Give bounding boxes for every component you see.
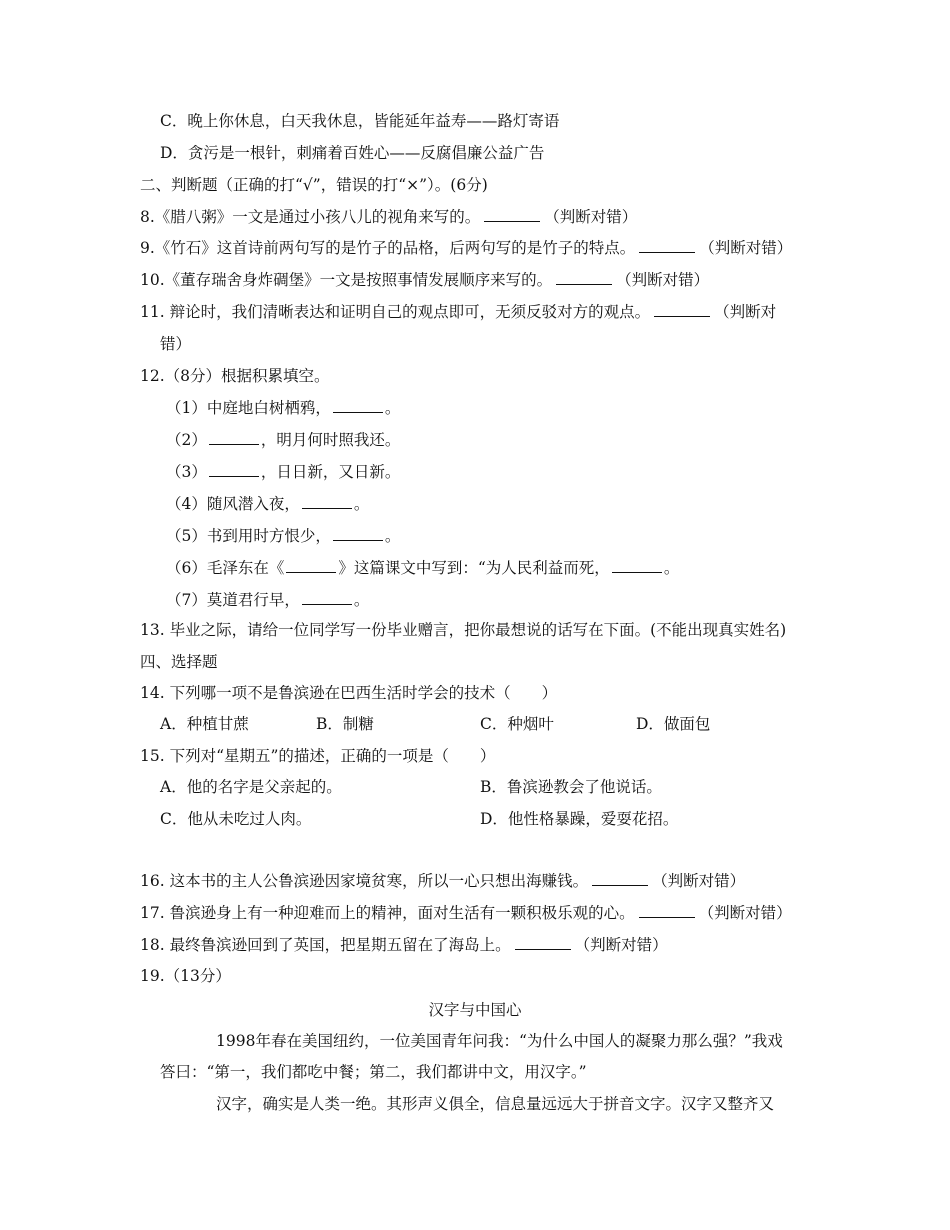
answer-blank[interactable] xyxy=(612,558,662,573)
q14-option-c[interactable]: C．种烟叶 xyxy=(480,715,554,733)
q11-text: 11. 辩论时，我们清晰表达和证明自己的观点即可，无须反驳对方的观点。 xyxy=(140,303,651,321)
q7-option-d: D．贪污是一根针，刺痛着百姓心——反腐倡廉公益广告 xyxy=(160,144,545,162)
question-12-stem: 12.（8分）根据积累填空。 xyxy=(140,367,330,385)
passage-title: 汉字与中国心 xyxy=(428,1001,522,1019)
q14-option-b[interactable]: B．制糖 xyxy=(316,715,374,733)
answer-blank[interactable] xyxy=(654,302,710,317)
judge-suffix: （判断对错） xyxy=(699,239,793,257)
answer-blank[interactable] xyxy=(592,871,648,886)
q15-option-d[interactable]: D．他性格暴躁，爱耍花招。 xyxy=(480,810,679,828)
question-16: 16. 这本书的主人公鲁滨逊因家境贫寒，所以一心只想出海赚钱。 （判断对错） xyxy=(140,872,746,890)
judge-suffix: （判断对错） xyxy=(616,271,710,289)
q12-item-1: （1）中庭地白树栖鸦， 。 xyxy=(166,399,401,417)
q12-item-4: （4）随风潜入夜， 。 xyxy=(166,495,370,513)
answer-blank[interactable] xyxy=(639,238,695,253)
question-10 xyxy=(140,270,709,290)
answer-blank[interactable] xyxy=(515,935,571,950)
q12-item-5: （5）书到用时方恨少， 。 xyxy=(166,527,401,545)
q7-option-c: C．晚上你休息，白天我休息，皆能延年益寿——路灯寄语 xyxy=(160,112,560,130)
answer-blank[interactable] xyxy=(639,903,695,918)
question-17: 17. 鲁滨逊身上有一种迎难而上的精神，面对生活有一颗积极乐观的心。 （判断对错） xyxy=(140,904,792,922)
q12-item-7: （7）莫道君行早， 。 xyxy=(166,591,370,609)
section4-heading: 四、选择题 xyxy=(140,653,218,671)
section2-heading: 二、判断题（正确的打“√”，错误的打“×”）。(6分) xyxy=(140,176,488,194)
question-18: 18. 最终鲁滨逊回到了英国，把星期五留在了海岛上。 （判断对错） xyxy=(140,936,668,954)
question-14-stem: 14. 下列哪一项不是鲁滨逊在巴西生活时学会的技术（ ） xyxy=(140,684,558,702)
answer-blank[interactable] xyxy=(209,430,259,445)
q15-option-c[interactable]: C．他从未吃过人肉。 xyxy=(160,810,312,828)
q8-text: 8.《腊八粥》一文是通过小孩八儿的视角来写的。 xyxy=(140,208,481,226)
answer-blank[interactable] xyxy=(333,526,383,541)
passage-para-1b: 答曰：“第一，我们都吃中餐；第二，我们都讲中文，用汉字。” xyxy=(160,1063,587,1081)
judge-suffix: （判断对 xyxy=(714,303,777,321)
q14-option-a[interactable]: A．种植甘蔗 xyxy=(160,715,249,733)
answer-blank[interactable] xyxy=(286,558,336,573)
answer-blank[interactable] xyxy=(333,398,383,413)
question-8 xyxy=(140,207,637,227)
q12-item-2: （2） ，明月何时照我还。 xyxy=(166,431,401,449)
passage-para-1a: 1998年春在美国纽约，一位美国青年问我：“为什么中国人的凝聚力那么强？”我戏 xyxy=(216,1032,783,1050)
question-15-stem: 15. 下列对“星期五”的描述，正确的一项是（ ） xyxy=(140,747,496,765)
q12-item-3: （3） ，日日新，又日新。 xyxy=(166,463,401,481)
q14-option-d[interactable]: D．做面包 xyxy=(636,715,711,733)
question-19-stem: 19.（13分） xyxy=(140,967,231,985)
answer-blank[interactable] xyxy=(302,494,352,509)
answer-blank[interactable] xyxy=(209,462,259,477)
answer-blank[interactable] xyxy=(556,270,612,285)
question-9 xyxy=(140,238,792,258)
question-11 xyxy=(140,302,776,322)
judge-suffix: （判断对错） xyxy=(544,208,638,226)
answer-blank[interactable] xyxy=(484,207,540,222)
passage-para-2: 汉字，确实是人类一绝。其形声义俱全，信息量远远大于拼音文字。汉字又整齐又 xyxy=(216,1095,775,1113)
q15-option-a[interactable]: A．他的名字是父亲起的。 xyxy=(160,778,342,796)
q15-option-b[interactable]: B．鲁滨逊教会了他说话。 xyxy=(480,778,662,796)
q10-text: 10.《董存瑞舍身炸碉堡》一文是按照事情发展顺序来写的。 xyxy=(140,271,553,289)
question-13: 13. 毕业之际，请给一位同学写一份毕业赠言，把你最想说的话写在下面。(不能出现真实姓名) xyxy=(140,621,787,639)
q9-text: 9.《竹石》这首诗前两句写的是竹子的品格，后两句写的是竹子的特点。 xyxy=(140,239,636,257)
q12-item-6: （6）毛泽东在《 》这篇课文中写到：“为人民利益而死， 。 xyxy=(166,559,680,577)
q11-suffix-cont: 错） xyxy=(160,335,192,353)
answer-blank[interactable] xyxy=(302,590,352,605)
